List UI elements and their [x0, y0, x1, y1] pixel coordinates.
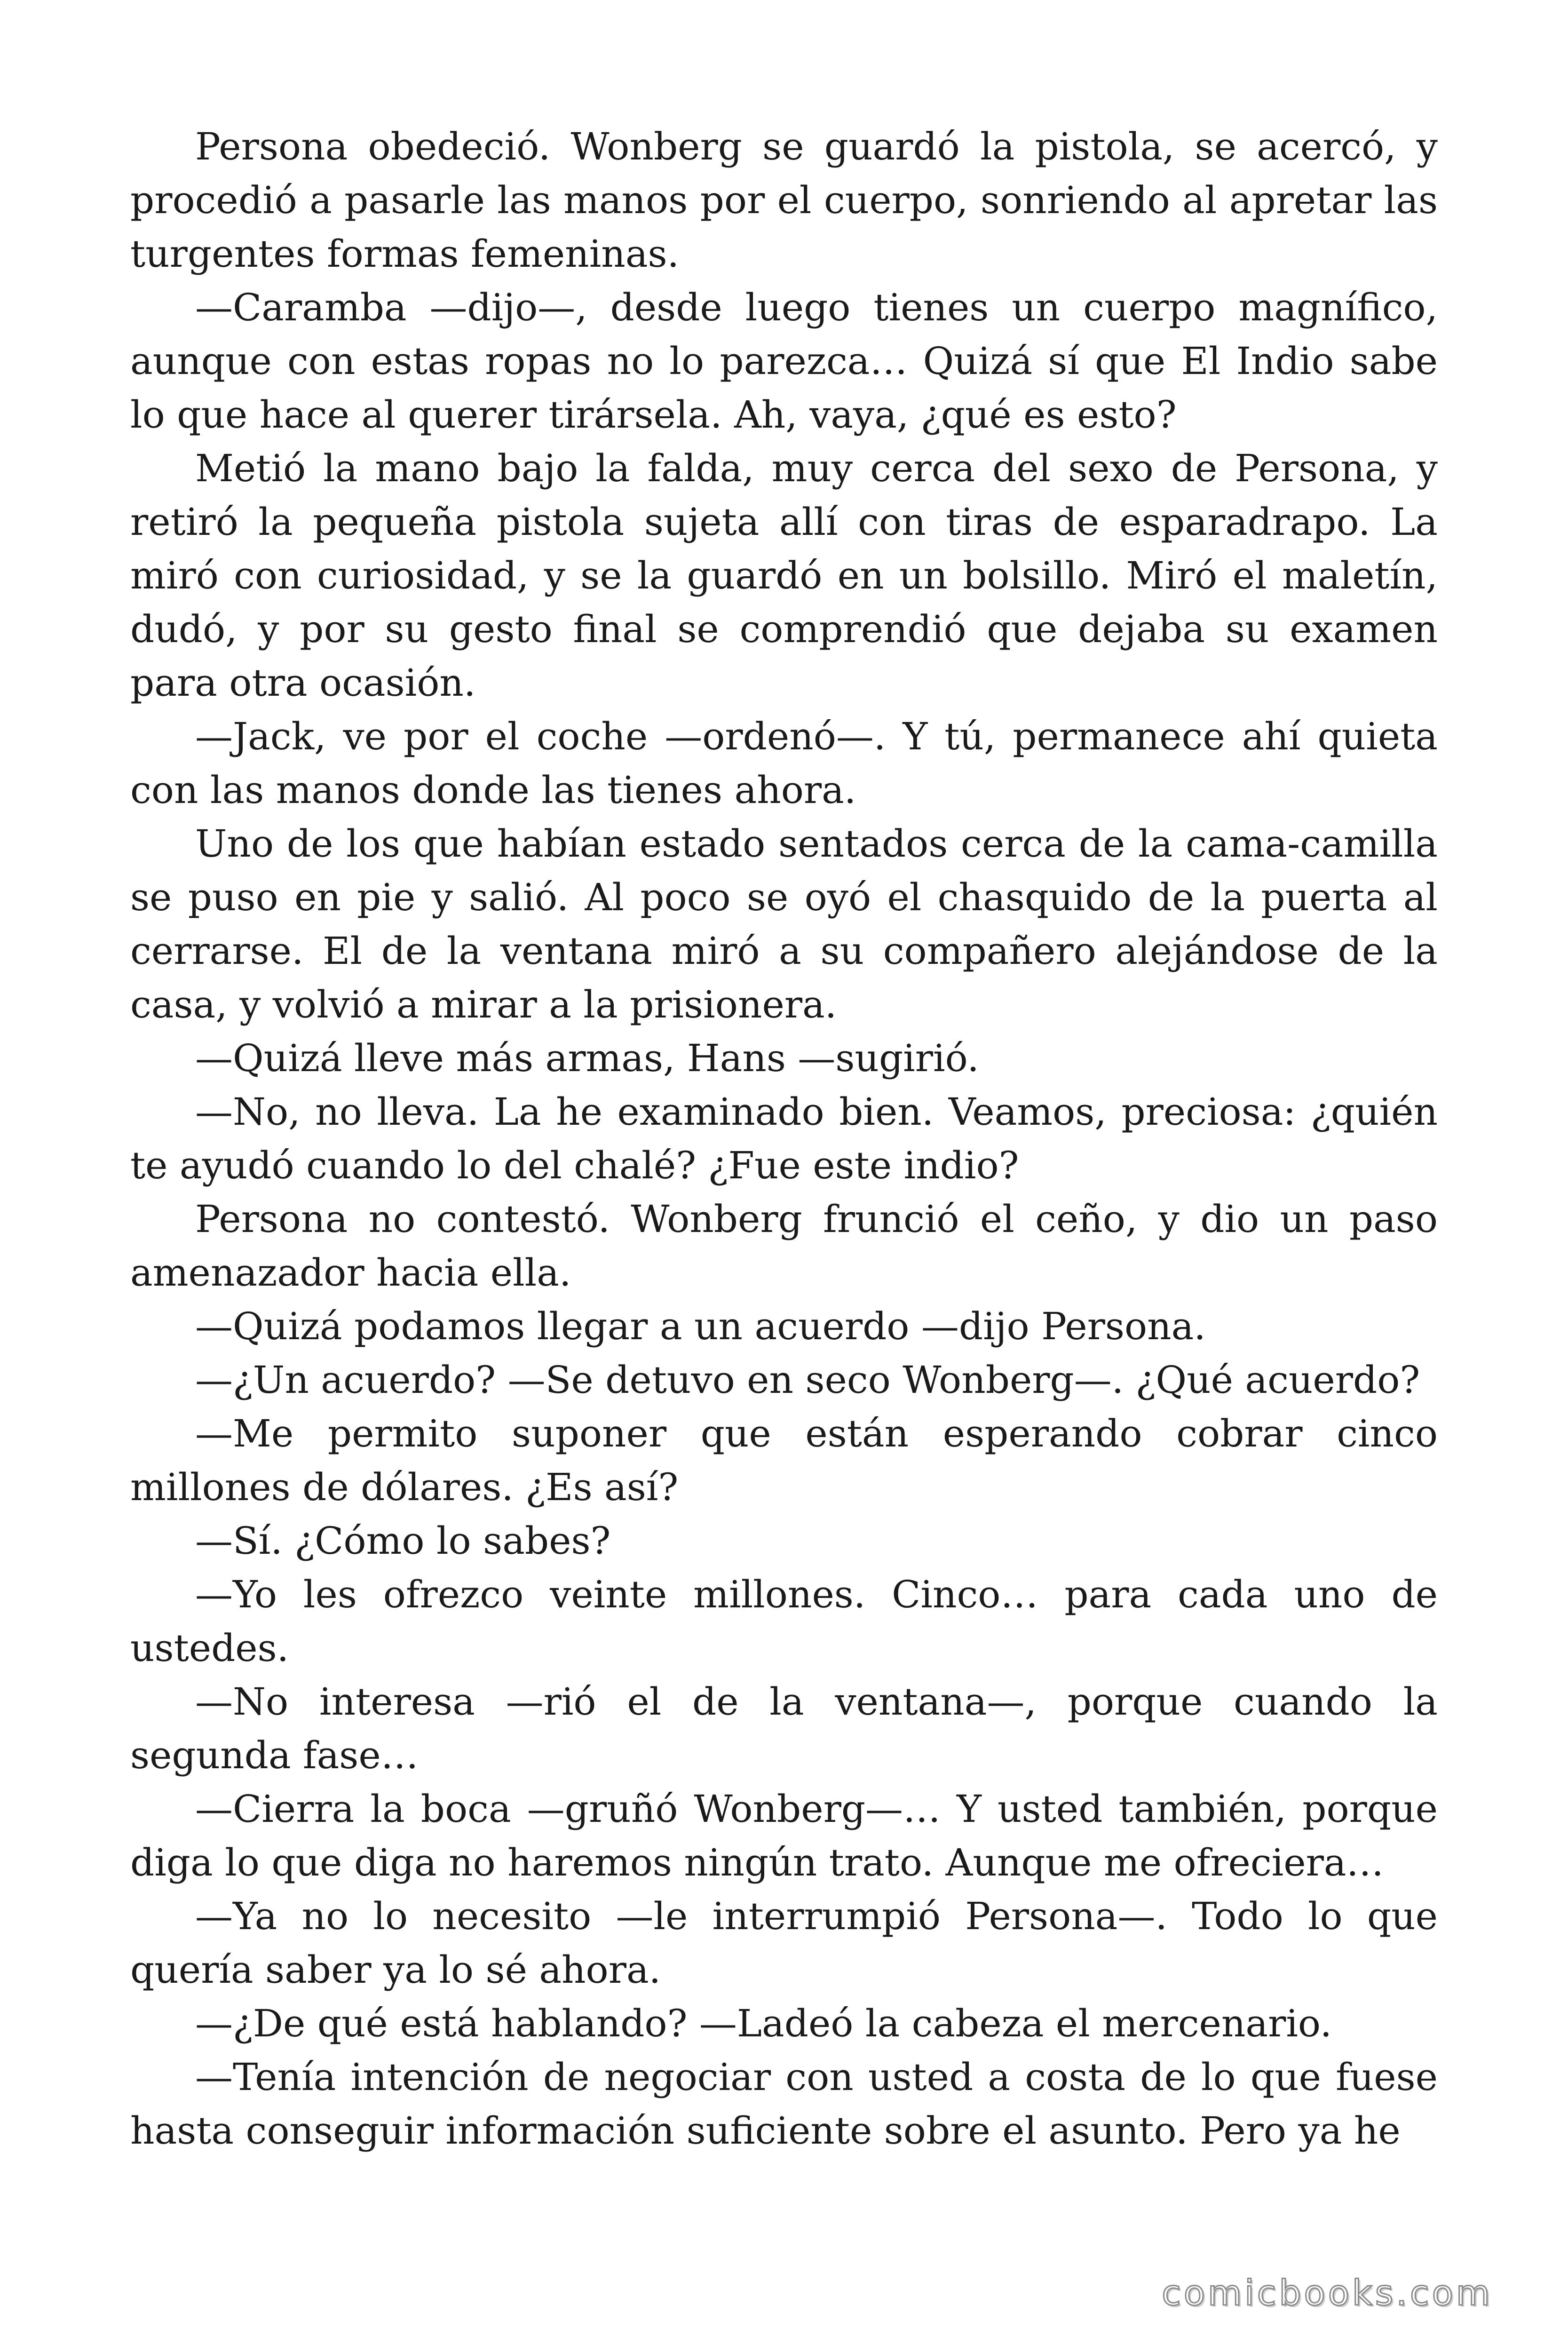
- paragraph: —Jack, ve por el coche —ordenó—. Y tú, permanece ahí quieta con las manos donde las tienes ahora.: [130, 715, 1438, 812]
- paragraph: —Ya no lo necesito —le interrumpió Persona—. Todo lo que quería saber ya lo sé ahora.: [130, 1894, 1438, 1992]
- paragraph: —Caramba —dijo—, desde luego tienes un cuerpo magnífico, aunque con estas ropas no lo parezca… Quizá sí que El Indio sabe lo que hace al querer tirársela. Ah, vaya, ¿qué es esto?: [130, 286, 1438, 437]
- paragraph: —¿Un acuerdo? —Se detuvo en seco Wonberg—. ¿Qué acuerdo?: [195, 1358, 1420, 1402]
- paragraph: —Yo les ofrezco veinte millones. Cinco… para cada uno de ustedes.: [130, 1573, 1438, 1670]
- paragraph: —Quizá lleve más armas, Hans —sugirió.: [195, 1036, 979, 1080]
- paragraph: —No, no lleva. La he examinado bien. Veamos, preciosa: ¿quién te ayudó cuando lo del chalé? ¿Fue este indio?: [130, 1090, 1438, 1187]
- paragraph: —Sí. ¿Cómo lo sabes?: [195, 1519, 611, 1563]
- paragraph: —Tenía intención de negociar con usted a costa de lo que fuese hasta conseguir información suficiente sobre el asunto. Pero ya he: [130, 2055, 1438, 2153]
- paragraph: —Me permito suponer que están esperando cobrar cinco millones de dólares. ¿Es así?: [130, 1412, 1438, 1509]
- paragraph: Uno de los que habían estado sentados cerca de la cama-camilla se puso en pie y salió. Al poco se oyó el chasquido de la puerta al cerrarse. El de la ventana miró a su compañero alejándose de la casa, y volvió a mirar a la prisionera.: [130, 822, 1438, 1026]
- book-page-text: [130, 120, 1438, 2158]
- paragraph: —¿De qué está hablando? —Ladeó la cabeza el mercenario.: [195, 2002, 1332, 2045]
- paragraph: Metió la mano bajo la falda, muy cerca del sexo de Persona, y retiró la pequeña pistola sujeta allí con tiras de esparadrapo. La miró con curiosidad, y se la guardó en un bolsillo. Miró el maletín, dudó, y por su gesto final se comprendió que dejaba su examen para otra ocasión.: [130, 446, 1438, 705]
- paragraph: —Quizá podamos llegar a un acuerdo —dijo Persona.: [195, 1304, 1206, 1348]
- site-watermark: comicbooks.com: [1162, 2273, 1493, 2313]
- paragraph: Persona no contestó. Wonberg frunció el ceño, y dio un paso amenazador hacia ella.: [130, 1197, 1438, 1295]
- paragraph: —Cierra la boca —gruñó Wonberg—… Y usted también, porque diga lo que diga no haremos ningún trato. Aunque me ofreciera…: [130, 1787, 1438, 1884]
- paragraph: —No interesa —rió el de la ventana—, porque cuando la segunda fase…: [130, 1680, 1438, 1777]
- paragraph: Persona obedeció. Wonberg se guardó la pistola, se acercó, y procedió a pasarle las manos por el cuerpo, sonriendo al apretar las turgentes formas femeninas.: [130, 125, 1438, 276]
